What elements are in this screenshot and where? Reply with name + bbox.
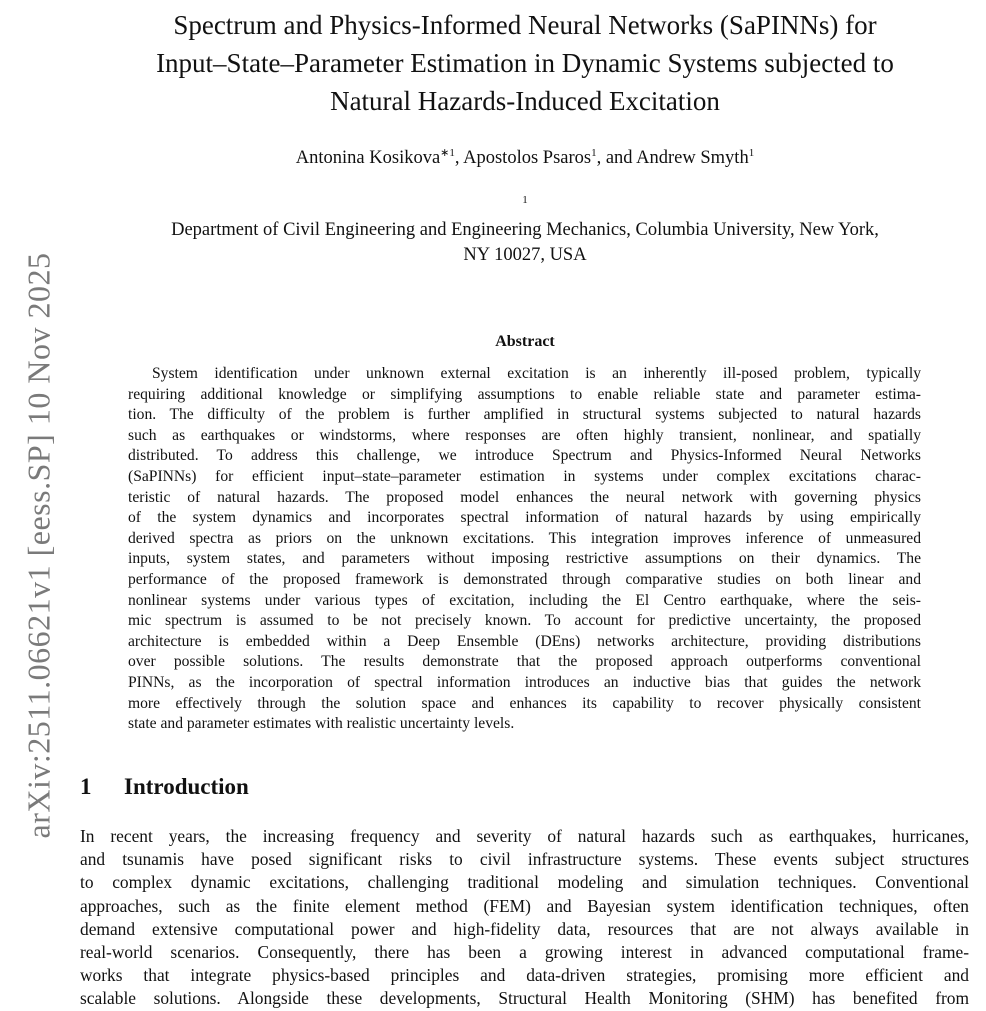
intro-line: and tsunamis have posed significant risks to civil infrastructure systems. These events subject structures: [80, 849, 969, 870]
abstract-line: performance of the proposed framework is demonstrated through comparative studies on both linear and: [128, 570, 921, 588]
intro-line: scalable solutions. Alongside these developments, Structural Health Monitoring (SHM) has benefited from: [80, 988, 969, 1009]
author-list: [95, 148, 955, 169]
abstract-line: such as earthquakes or windstorms, where responses are often highly transient, nonlinear, and spatially: [128, 426, 921, 444]
title-line-2: Input–State–Parameter Estimation in Dynamic Systems subjected to: [156, 48, 894, 78]
intro-line: to complex dynamic excitations, challenging traditional modeling and simulation techniques. Conventional: [80, 872, 969, 893]
abstract-line: inputs, system states, and parameters without imposing restrictive assumptions on their dynamics. The: [128, 550, 921, 568]
affiliation-line-1: [80, 193, 970, 243]
title-line-3: Natural Hazards-Induced Excitation: [330, 86, 720, 116]
abstract-line: PINNs, as the incorporation of spectral information introduces an inductive bias that guides the network: [128, 673, 921, 691]
affiliation-marker: 1: [522, 193, 528, 206]
section-title: Introduction: [124, 774, 249, 799]
introduction-body: [80, 825, 969, 1011]
abstract-line: tion. The difficulty of the problem is further amplified in structural systems subjected to natural hazards: [128, 406, 921, 424]
abstract-line: mic spectrum is assumed to be not precisely known. To account for predictive uncertainty, the proposed: [128, 612, 921, 630]
arxiv-id: arXiv:2511.06621v1 [eess.SP] 10 Nov 2025: [20, 252, 57, 838]
abstract-body: [128, 364, 921, 735]
abstract-line: distributed. To address this challenge, we introduce Spectrum and Physics-Informed Neural Networks: [128, 447, 921, 465]
abstract-line: (SaPINNs) for efficient input–state–parameter estimation in systems under complex excitations charac-: [128, 467, 921, 485]
author-3-marker: 1: [748, 146, 755, 159]
affiliation-line-2: NY 10027, USA: [463, 245, 587, 265]
author-1-marker: ∗1: [440, 146, 455, 159]
author-1-name: Antonina Kosikova: [295, 148, 441, 168]
section-number: 1: [80, 774, 92, 799]
paper-title: [95, 6, 955, 120]
intro-line: In recent years, the increasing frequency and severity of natural hazards such as earthquakes, hurricanes,: [80, 826, 969, 846]
intro-line: demand extensive computational power and high-fidelity data, resources that are not always available in: [80, 918, 969, 939]
abstract-line: teristic of natural hazards. The proposed model enhances the neural network with governing physics: [128, 488, 921, 506]
abstract-line: nonlinear systems under various types of excitation, including the El Centro earthquake, where the seis-: [128, 591, 921, 609]
abstract-line: more effectively through the solution space and enhances its capability to recover physically consistent: [128, 694, 921, 712]
intro-line: works that integrate physics-based principles and data-driven strategies, promising more efficient and: [80, 965, 969, 986]
arxiv-sidebar-stamp: [14, 215, 64, 875]
abstract-line: state and parameter estimates with realistic uncertainty levels.: [128, 715, 515, 733]
author-3-name: , and Andrew Smyth: [596, 148, 749, 168]
abstract-line: architecture is embedded within a Deep Ensemble (DEns) networks architecture, providing distributions: [128, 632, 921, 650]
abstract-line: derived spectra as priors on the unknown excitations. This integration improves inference of unmeasured: [128, 529, 921, 547]
abstract-line: over possible solutions. The results demonstrate that the proposed approach outperforms conventional: [128, 653, 921, 671]
abstract-heading: Abstract: [495, 333, 555, 350]
affiliation-text-1: Department of Civil Engineering and Engineering Mechanics, Columbia University, New York,: [171, 220, 879, 240]
section-heading-introduction: [80, 774, 249, 800]
affiliation: [80, 193, 970, 268]
abstract-line: System identification under unknown external excitation is an inherently ill-posed problem, typically: [152, 365, 921, 382]
author-2-marker: 1: [591, 146, 597, 159]
intro-line: approaches, such as the finite element method (FEM) and Bayesian system identification techniques, often: [80, 895, 969, 916]
title-line-1: Spectrum and Physics-Informed Neural Networks (SaPINNs) for: [173, 10, 877, 40]
abstract-line: of the system dynamics and incorporates spectral information of natural hazards by using empirically: [128, 509, 921, 527]
intro-line: real-world scenarios. Consequently, there has been a growing interest in advanced computational frame-: [80, 942, 969, 963]
author-2-name: , Apostolos Psaros: [454, 148, 592, 168]
abstract-line: requiring additional knowledge or simplifying assumptions to enable reliable state and parameter estima-: [128, 385, 921, 403]
